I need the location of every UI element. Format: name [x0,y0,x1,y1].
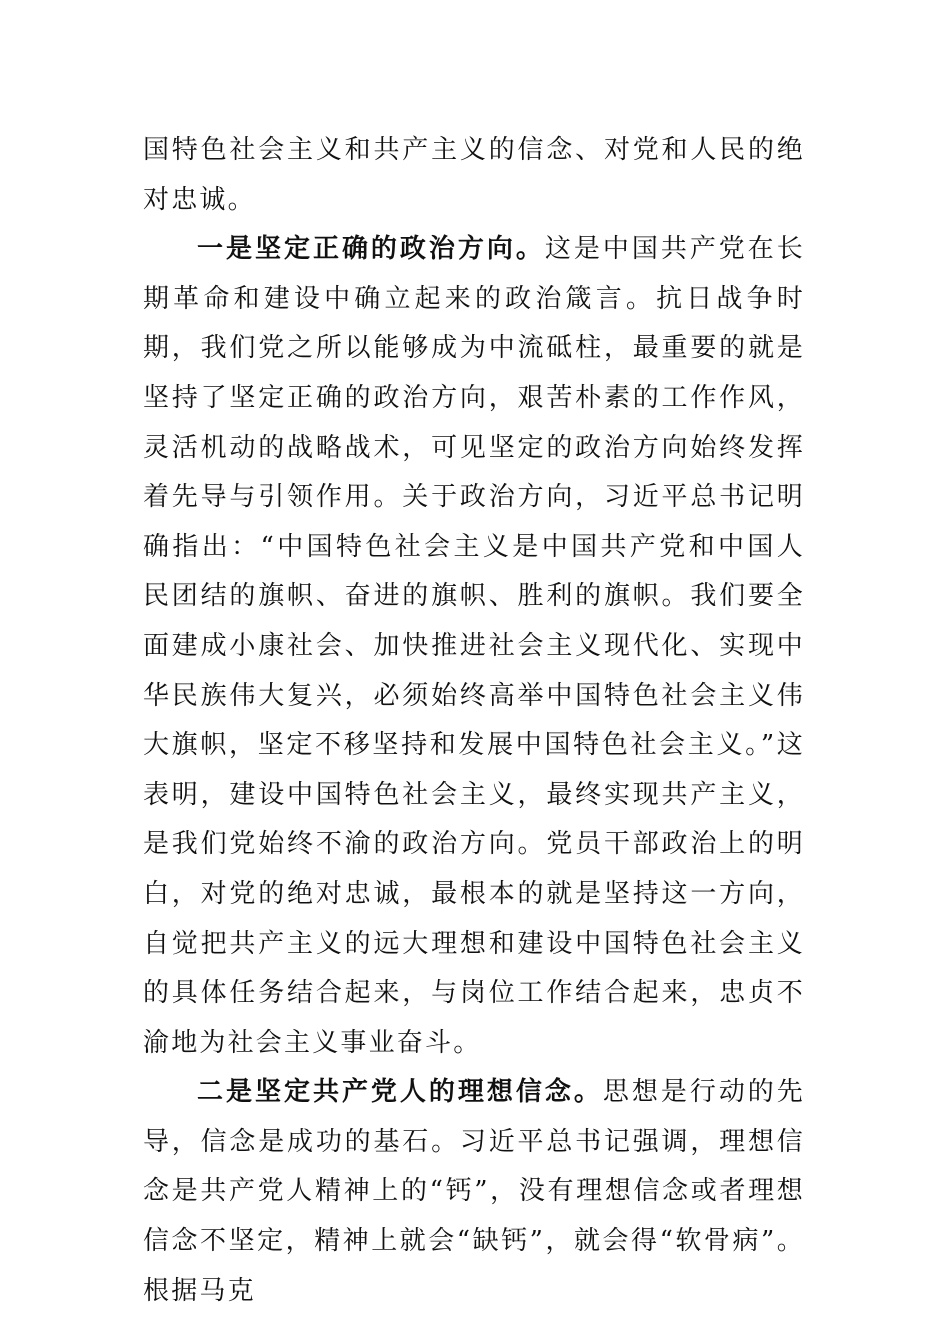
paragraph-continued [143,126,805,225]
paragraph-body: 思想是行动的先导，信念是成功的基石。习近平总书记强调，理想信念是共产党人精神上的“钙”，没有理想信念或者理想信念不坚定，精神上就会“缺钙”，就会得“软骨病”。根据马克 [143,1077,805,1306]
paragraph-body: 国特色社会主义和共产主义的信念、对党和人民的绝对忠诚。 [143,135,805,215]
paragraph-lead-heading: 一是坚定正确的政治方向。 [197,234,545,265]
paragraph-lead-heading: 二是坚定共产党人的理想信念。 [197,1077,603,1108]
paragraph-political-direction [143,225,805,1068]
document-body [143,126,805,1316]
paragraph-body: 这是中国共产党在长期革命和建设中确立起来的政治箴言。抗日战争时期，我们党之所以能够成为中流砥柱，最重要的就是坚持了坚定正确的政治方向，艰苦朴素的工作作风，灵活机动的战略战术，可见坚定的政治方向始终发挥着先导与引领作用。关于政治方向，习近平总书记明确指出：“中国特色社会主义是中国共产党和中国人民团结的旗帜、奋进的旗帜、胜利的旗帜。我们要全面建成小康社会、加快推进社会主义现代化、实现中华民族伟大复兴，必须始终高举中国特色社会主义伟大旗帜，坚定不移坚持和发展中国特色社会主义。”这表明，建设中国特色社会主义，最终实现共产主义，是我们党始终不渝的政治方向。党员干部政治上的明白，对党的绝对忠诚，最根本的就是坚持这一方向，自觉把共产主义的远大理想和建设中国特色社会主义的具体任务结合起来，与岗位工作结合起来，忠贞不渝地为社会主义事业奋斗。 [143,234,805,1058]
paragraph-ideals-beliefs [143,1068,805,1316]
